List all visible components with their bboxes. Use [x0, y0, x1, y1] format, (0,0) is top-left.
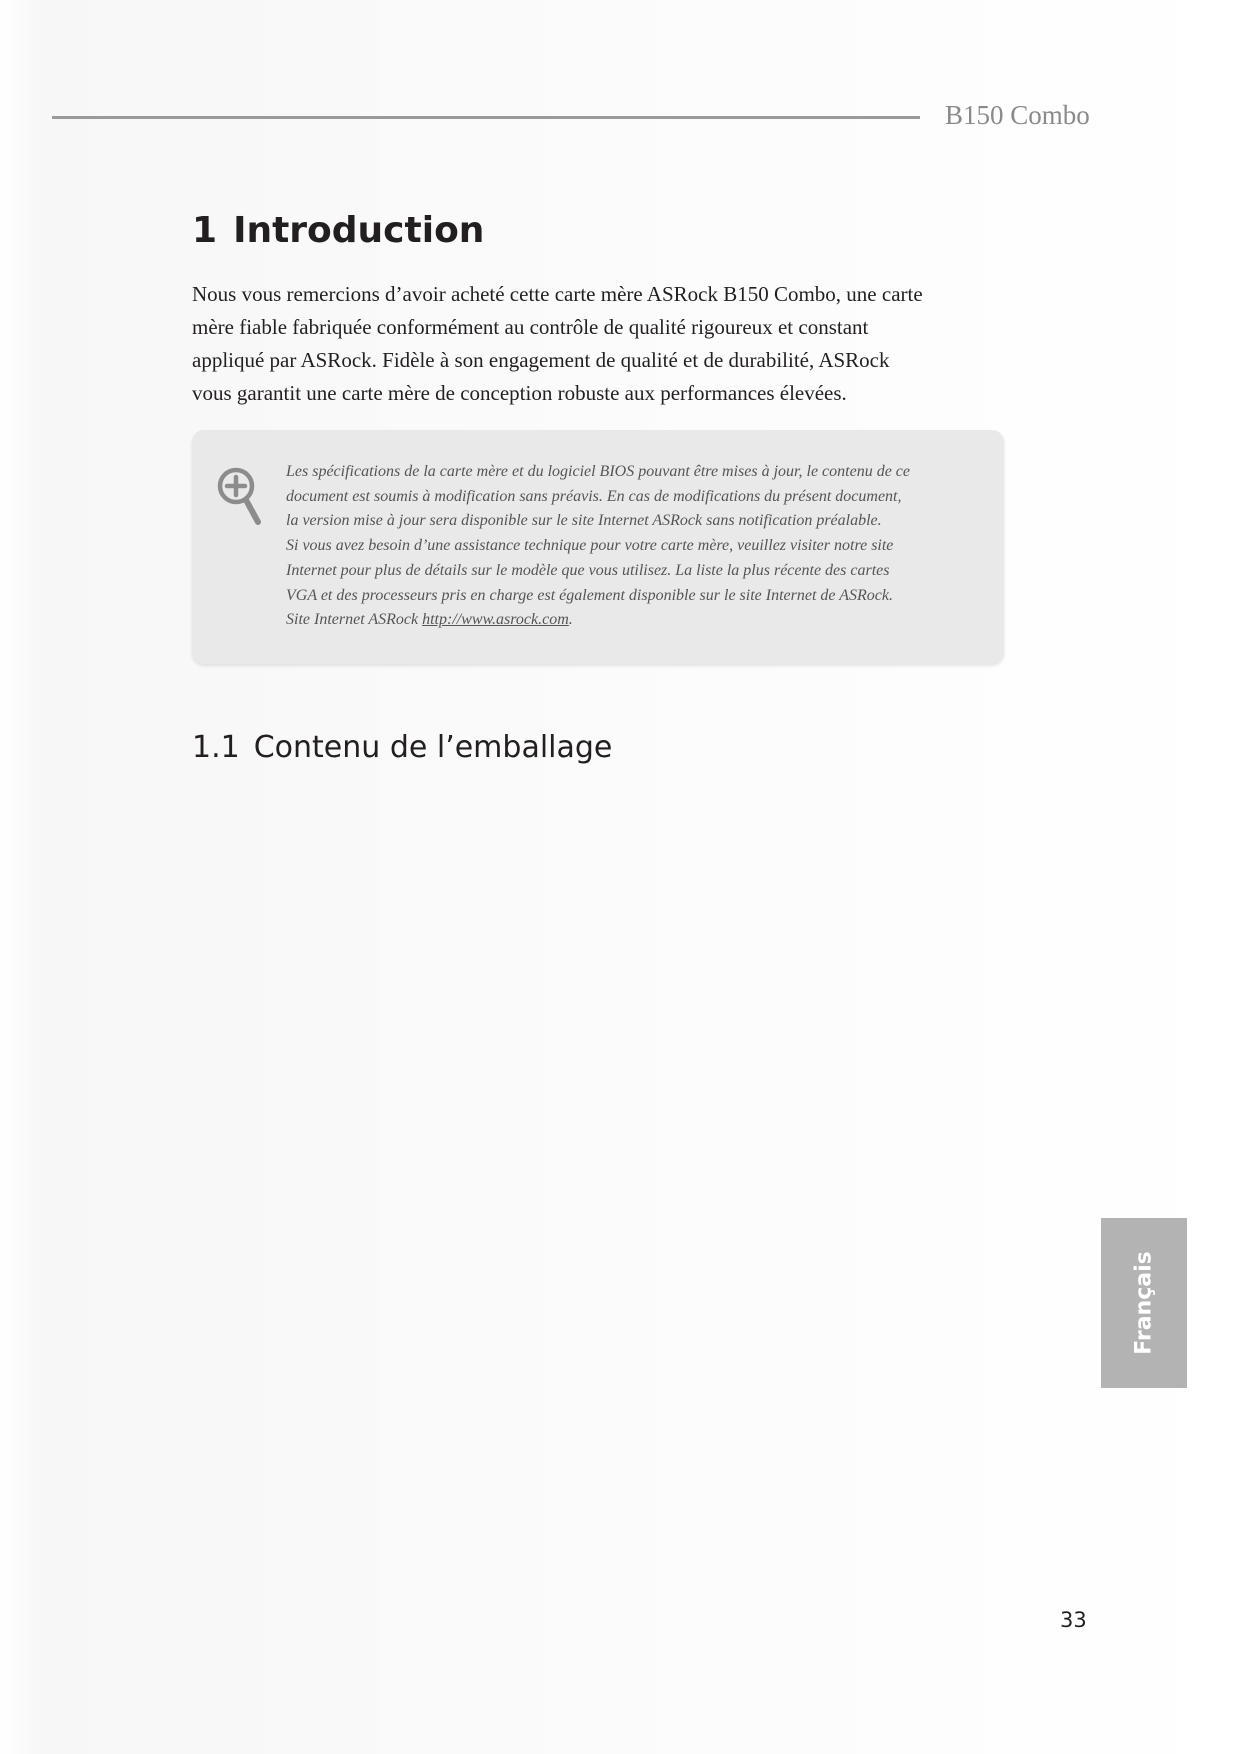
note-line: la version mise à jour sera disponible sur le site Internet ASRock sans notification préalable. — [286, 512, 882, 530]
note-box — [192, 430, 1004, 664]
note-text — [286, 460, 986, 633]
note-line: Si vous avez besoin d’une assistance technique pour votre carte mère, veuillez visiter notre site — [286, 537, 894, 555]
subsection-number: 1.1 — [192, 730, 240, 765]
asrock-website-link[interactable]: http://www.asrock.com — [422, 611, 569, 629]
intro-line: mère fiable fabriquée conformément au contrôle de qualité rigoureux et constant — [192, 315, 869, 339]
language-tab — [1101, 1218, 1187, 1388]
site-suffix: . — [568, 611, 573, 629]
language-tab-label: Français — [1131, 1251, 1157, 1355]
section-heading — [192, 210, 484, 251]
section-number: 1 — [192, 210, 218, 251]
note-site-line — [286, 608, 986, 633]
subsection-heading — [192, 730, 612, 765]
header-rule — [52, 116, 920, 119]
site-label: Site Internet ASRock — [286, 611, 419, 629]
page-number: 33 — [1060, 1608, 1087, 1632]
note-line: document est soumis à modification sans préavis. En cas de modifications du présent document, — [286, 487, 902, 505]
header-title: B150 Combo — [945, 100, 1090, 130]
intro-line: appliqué par ASRock. Fidèle à son engagement de qualité et de durabilité, ASRock — [192, 348, 890, 372]
note-line: Les spécifications de la carte mère et du logiciel BIOS pouvant être mises à jour, le contenu de ce — [286, 463, 910, 480]
intro-line: Nous vous remercions d’avoir acheté cette carte mère ASRock B150 Combo, une carte — [192, 282, 923, 306]
intro-paragraph — [192, 278, 982, 410]
section-title: Introduction — [233, 210, 485, 251]
note-line: VGA et des processeurs pris en charge est également disponible sur le site Internet de ASRock. — [286, 586, 893, 604]
subsection-title: Contenu de l’emballage — [253, 730, 613, 765]
magnifier-plus-icon — [216, 466, 264, 528]
intro-line: vous garantit une carte mère de conception robuste aux performances élevées. — [192, 381, 847, 405]
note-line: Internet pour plus de détails sur le modèle que vous utilisez. La liste la plus récente des cartes — [286, 561, 890, 579]
